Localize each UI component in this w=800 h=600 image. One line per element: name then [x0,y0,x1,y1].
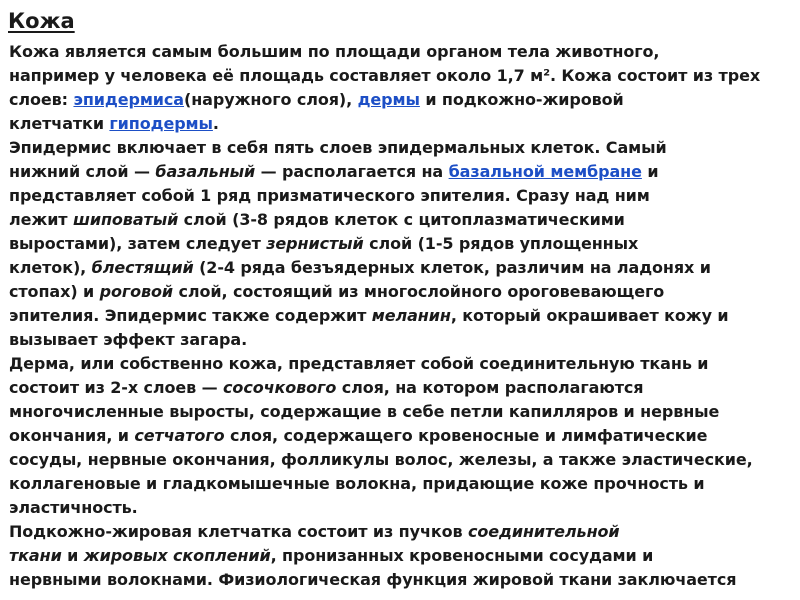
text-line [9,184,650,208]
text-line [9,160,658,184]
text-line [9,280,664,304]
text-line [9,64,760,88]
text-run: состоит из 2-х слоев — [9,378,224,397]
text-run: Кожа является самым большим по площади органом тела животного, [9,42,660,61]
text-line [9,328,247,352]
text-run: слой (1-5 рядов уплощенных [363,234,639,253]
term-link[interactable]: базальной мембране [448,162,642,181]
text-run: (наружного слоя), [184,90,358,109]
text-line [9,400,719,424]
italic-term: шиповатый [72,210,179,229]
text-run: представляет собой 1 ряд призматического эпителия. Сразу над ним [9,186,650,205]
term-link[interactable]: гиподермы [109,114,213,133]
text-line [9,424,707,448]
italic-term: блестящий [91,258,194,277]
text-line [9,448,753,472]
text-run: стопах) и [9,282,100,301]
text-run: Эпидермис включает в себя пять слоев эпидермальных клеток. Самый [9,138,667,157]
text-run: , пронизанных кровеносными сосудами и [270,546,654,565]
text-run: сосуды, нервные окончания, фолликулы волос, железы, а также эластические, [9,450,753,469]
text-line [9,208,625,232]
text-line [9,40,659,64]
term-link[interactable]: эпидермиса [73,90,185,109]
text-line [9,304,729,328]
italic-term: роговой [99,282,174,301]
text-run: окончания, и [9,426,135,445]
italic-term: зернистый [266,234,364,253]
text-run: коллагеновые и гладкомышечные волокна, придающие коже прочность и [9,474,705,493]
italic-term: жировых скоплений [83,546,271,565]
italic-term: базальный [155,162,256,181]
text-run: лежит [9,210,73,229]
italic-term: ткани [9,546,62,565]
text-line [9,256,711,280]
text-line [9,136,667,160]
text-run: клетчатки [9,114,110,133]
text-run: , который окрашивает кожу и [450,306,729,325]
text-run: слоя, на котором располагаются [336,378,644,397]
text-line [9,472,705,496]
text-run: и [61,546,84,565]
text-line [9,112,219,136]
text-run: клеток), [9,258,92,277]
text-run: слоя, содержащего кровеносные и лимфатические [224,426,708,445]
page-title: Кожа [8,9,75,33]
term-link[interactable]: дермы [357,90,420,109]
text-run: слоев: [9,90,74,109]
text-run: . [212,114,219,133]
text-run: многочисленные выросты, содержащие в себе петли капилляров и нервные [9,402,720,421]
text-line [9,520,620,544]
text-run: эластичность. [9,498,138,517]
text-line [9,544,653,568]
text-line [9,352,708,376]
text-run: нижний слой — [9,162,156,181]
text-run: вызывает эффект загара. [9,330,248,349]
italic-term: сосочкового [223,378,337,397]
text-run: например у человека её площадь составляет около 1,7 м². Кожа состоит из трех [9,66,761,85]
text-line [9,568,736,592]
italic-term: соединительной [467,522,620,541]
text-run: — располагается на [255,162,449,181]
text-run: нервными волокнами. Физиологическая функция жировой ткани заключается [9,570,737,589]
text-line [9,88,624,112]
text-run: выростами), затем следует [9,234,267,253]
italic-term: сетчатого [134,426,225,445]
text-run: Подкожно-жировая клетчатка состоит из пучков [9,522,468,541]
text-run: слой, состоящий из многослойного ороговевающего [173,282,665,301]
text-run: эпителия. Эпидермис также содержит [9,306,372,325]
text-run: (2-4 ряда безъядерных клеток, различим на ладонях и [193,258,711,277]
text-line [9,376,643,400]
text-run: и подкожно-жировой [419,90,624,109]
text-run: слой (3-8 рядов клеток с цитоплазматическими [178,210,625,229]
text-run: Дерма, или собственно кожа, представляет собой соединительную ткань и [9,354,709,373]
italic-term: меланин [371,306,451,325]
text-run: и [641,162,659,181]
text-line [9,232,638,256]
text-line [9,496,138,520]
